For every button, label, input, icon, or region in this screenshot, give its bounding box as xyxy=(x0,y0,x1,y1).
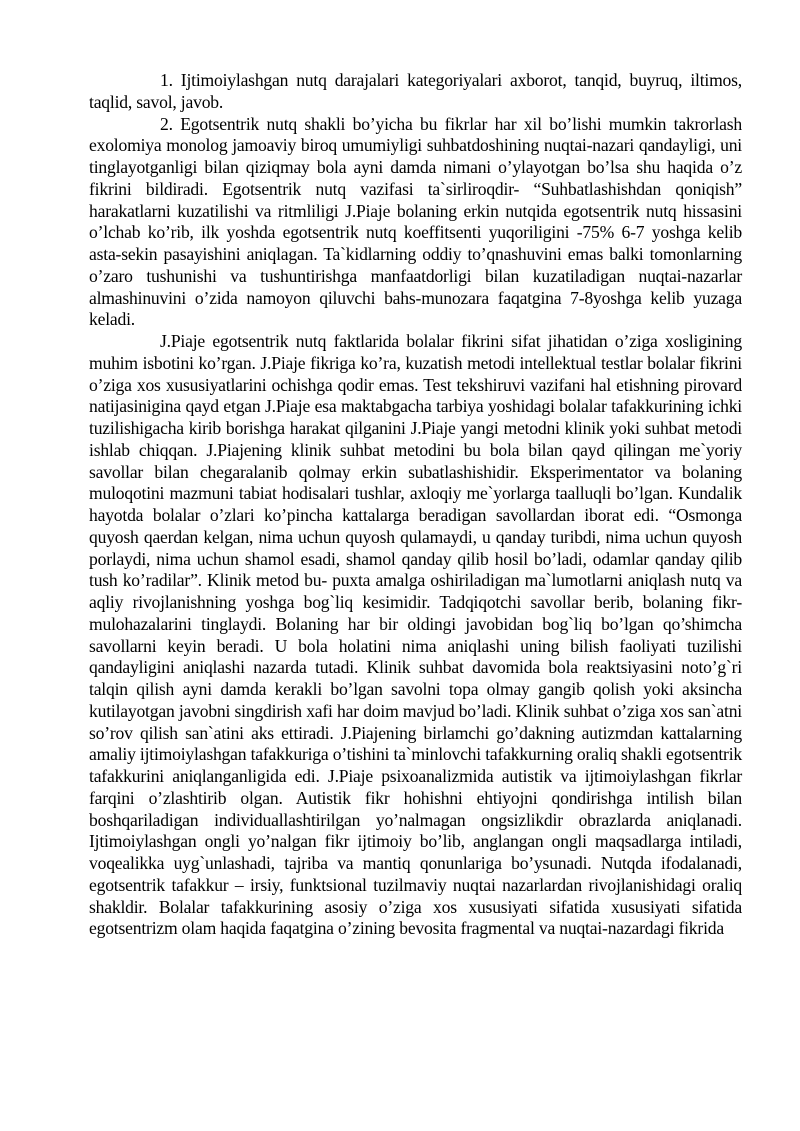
paragraph-piaget-clinical-method: J.Piaje egotsentrik nutq faktlarida bolalar fikrini sifat jihatidan o’ziga xosligining muhim isbotini ko’rgan. J.Piaje fikriga ko’ra, kuzatish metodi intellektual testlar bolalar fikrini o’ziga xos xususiyatlarini ochishga qodir emas. Test tekshiruvi vazifani hal etishning pirovard natijasinigina qayd etgan J.Piaje esa maktabgacha tarbiya yoshidagi bolalar tafakkurining ichki tuzilishigacha kirib borishga harakat qilganini J.Piaje yangi metodni klinik yoki suhbat metodi ishlab chiqqan. J.Piajening klinik suhbat metodini bu bola bilan qayd qilingan me`yoriy savollar bilan chegaralanib qolmay erkin subatlashishidir. Eksperimentator va bolaning muloqotini mazmuni tabiat hodisalari tushlar, axloqiy me`yorlarga taalluqli bo’lgan. Kundalik hayotda bolalar o’zlari ko’pincha kattalarga beradigan savollardan iborat edi. “Osmonga quyosh qaerdan kelgan, nima uchun quyosh qulamaydi, u qanday turibdi, nima uchun quyosh porlaydi, nima uchun shamol esadi, shamol qanday qilib hosil bo’ladi, odamlar qanday qilib tush ko’radilar”. Klinik metod bu- puxta amalga oshiriladigan ma`lumotlarni aniqlash nutq va aqliy rivojlanishning yoshga bog`liq kesimidir. Tadqiqotchi savollar berib, bolaning fikr-mulohazalarini tinglaydi. Bolaning har bir oldingi javobidan bog`liq bo’lgan qo’shimcha savollarni keyin beradi. U bola holatini nima aniqlashi uning bilish faoliyati tuzilishi qandayligini aniqlashi nazarda tutadi. Klinik suhbat davomida bola reaktsiyasini noto’g`ri talqin qilish ayni damda kerakli bo’lgan savolni topa olmay gangib qolish yoki aksincha kutilayotgan javobni singdirish xafi har doim mavjud bo’ladi. Klinik suhbat o’ziga xos san`atni so’rov qilish san`atini aks ettiradi. J.Piajening birlamchi go’dakning autizmdan kattalarning amaliy ijtimoiylashgan tafakkuriga o’tishini ta`minlovchi tafakkurning oraliq shakli egotsentrik tafakkurini aniqlanganligida edi. J.Piaje psixoanalizmida autistik va ijtimoiylashgan fikrlar farqini o’zlashtirib olgan. Autistik fikr hohishni ehtiyojni qondirishga intilish bilan boshqariladigan individuallashtirilgan yo’nalmagan ongsizlikdir obrazlarda aniqlanadi. Ijtimoiylashgan ongli yo’nalgan fikr ijtimoiy bo’lib, anglangan ongli maqsadlarga intiladi, voqealikka uyg`unlashadi, tajriba va mantiq qonunlariga bo’ysunadi. Nutqda ifodalanadi, egotsentrik tafakkur – irsiy, funktsional tuzilmaviy nuqtai nazarlardan rivojlanishidagi oraliq shakldir. Bolalar tafakkurining asosiy o’ziga xos xususiyati sifatida xususiyati sifatida egotsentrizm olam haqida faqatgina o’zining bevosita fragmental va nuqtai-nazardagi fikrida xyxy=(89,331,742,939)
paragraph-egocentric-speech: 2. Egotsentrik nutq shakli bo’yicha bu fikrlar har xil bo’lishi mumkin takrorlash exolomiya monolog jamoaviy biroq umumiyligi suhbatdoshining nuqtai-nazari qandayligi, uni tinglayotganligi bilan qiziqmay bola ayni damda nimani o’ylayotgan bo’lsa shu haqida o’z fikrini bildiradi. Egotsentrik nutq vazifasi ta`sirliroqdir- “Suhbatlashishdan qoniqish” harakatlarni kuzatilishi va ritmliligi J.Piaje bolaning erkin nutqida egotsentrik nutq hissasini o’lchab ko’rib, ilk yoshda egotsentrik nutq koeffitsenti yuqoriligini -75% 6-7 yoshga kelib asta-sekin pasayishini aniqlagan. Ta`kidlarning oddiy to’qnashuvini emas balki tomonlarning o’zaro tushunishi va tushuntirishga manfaatdorligi bilan kuzatiladigan nuqtai-nazarlar almashinuvini o’zida namoyon qiluvchi bahs-munozara faqatgina 7-8yoshga kelib yuzaga keladi. xyxy=(89,113,742,330)
document-page xyxy=(89,70,742,940)
paragraph-speech-categories: 1. Ijtimoiylashgan nutq darajalari kategoriyalari axborot, tanqid, buyruq, iltimos, taqlid, savol, javob. xyxy=(89,70,742,112)
